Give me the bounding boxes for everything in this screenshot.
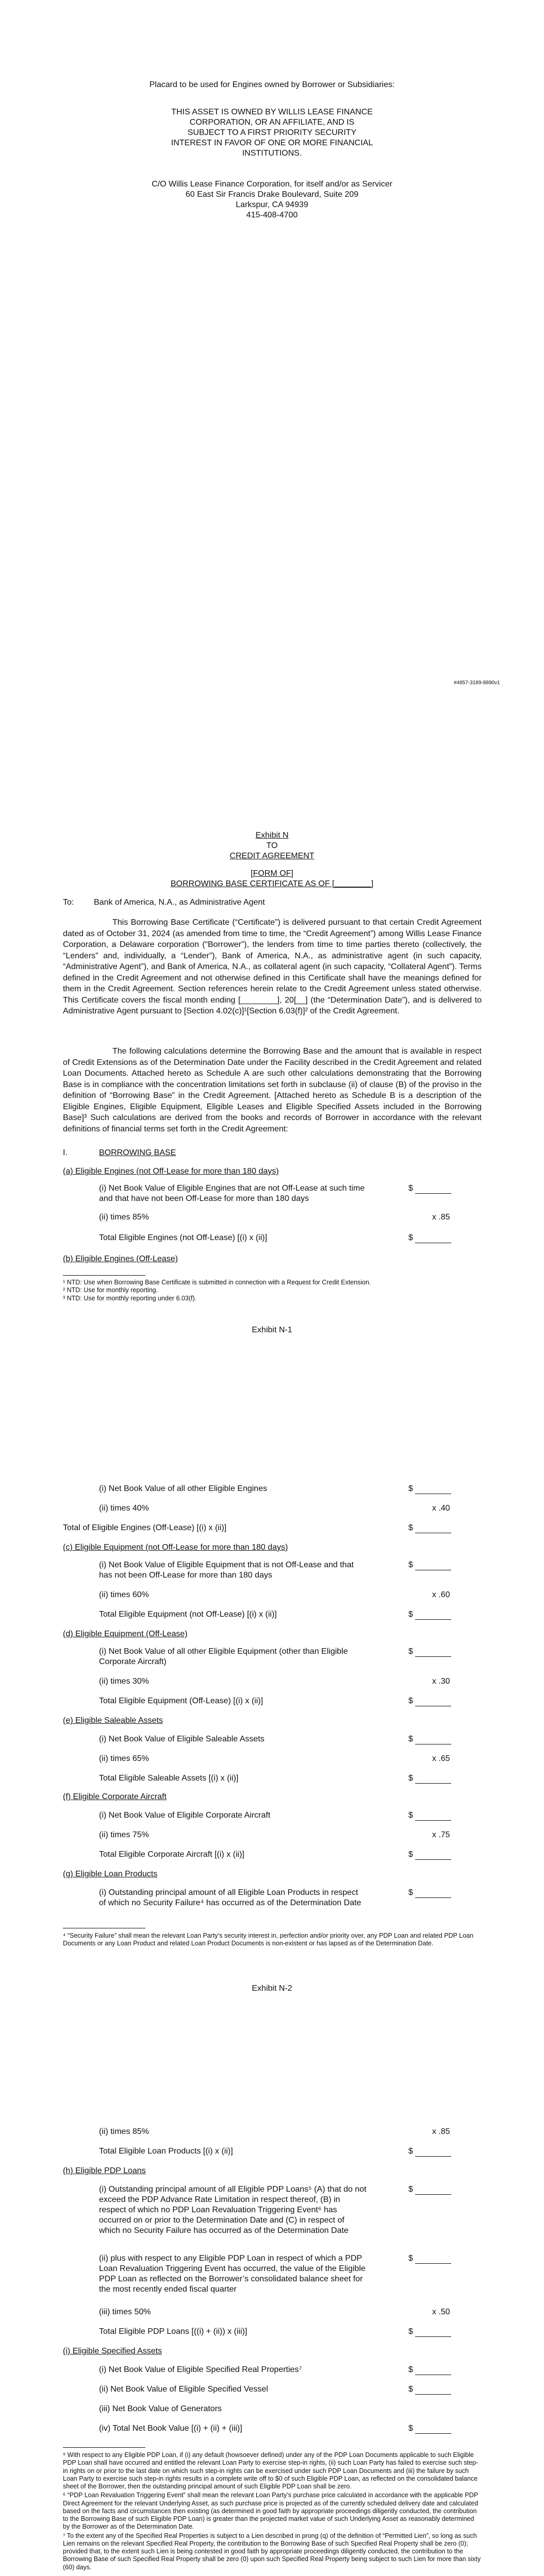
row-a-ii: (ii) times 85% [99,1213,149,1222]
row-f-ii: (ii) times 75% [99,1831,149,1839]
footnote-divider [63,1275,145,1276]
row-h-i: (i) Outstanding principal amount of all Eligible PDP Loans⁵ (A) that do not exceed the PDP Advance Rate Limitation in respect thereof, (B) in respect of which no PDP Loan Revaluation Triggering Event⁶ has occurred on or prior to the Determination Date and (C) in respect of which no Security Failure has occurred as of the Determination Date [99,2185,367,2235]
exhibit-header [0,831,544,889]
row-g-total: Total Eligible Loan Products [(i) x (ii)] [99,2147,233,2156]
multiplier: x .75 [432,1831,450,1839]
doc-id: #4857-3189-8890v1 [454,680,500,686]
multiplier: x .85 [432,2127,450,2136]
row-h-ii: (ii) plus with respect to any Eligible PDP Loan in respect of which a PDP Loan Revaluation Triggering Event has occurred, the value of the Eligible PDP Loan as reflected on the Borrower’s consolidated balance sheet for the most recently ended fiscal quarter [99,2254,366,2294]
dollar-sign: $ [408,1735,413,1743]
exhibit-to: TO [266,841,278,850]
row-f-i: (i) Net Book Value of Eligible Corporate Aircraft [99,1811,271,1820]
amount-field [408,2424,451,2434]
row-d-total: Total Eligible Equipment (Off-Lease) [(i) x (ii)] [99,1697,263,1705]
row-i-ii: (ii) Net Book Value of Eligible Specified Vessel [99,2385,268,2394]
row-c-total: Total Eligible Equipment (not Off-Lease) [(i) x (ii)] [99,1610,277,1619]
amount-field [408,1850,451,1860]
row-f-total: Total Eligible Corporate Aircraft [(i) x (ii)] [99,1850,244,1859]
amount-field [408,2327,451,2337]
row-a-i: (i) Net Book Value of Eligible Engines that are not Off-Lease at such time and that have not been Off-Lease for more than 180 days [99,1184,365,1203]
amount-field [408,1734,451,1744]
section-a-title: (a) Eligible Engines (not Off-Lease for more than 180 days) [63,1167,279,1176]
footnote: ⁴ “Security Failure” shall mean the relevant Loan Party’s security interest in, perfection and/or priority over, any PDP Loan and related PDP Loan Documents or any Loan Product and related Loan Product Documents is non-existent or has lapsed as of the Determination Date. [63,1932,474,1947]
agreement-title: CREDIT AGREEMENT [229,852,315,860]
dollar-sign: $ [408,2365,413,2374]
dollar-sign: $ [408,1561,413,1569]
placard-intro: Placard to be used for Engines owned by Borrower or Subsidiaries: [149,80,395,89]
intro-paragraph-1: This Borrowing Base Certificate (“Certificate”) is delivered pursuant to that certain Credit Agreement dated as of October 31, 2024 (as amended from time to time, the “Credit Agreement”) among Willis Lease Finance Corporation, a Delaware corporation (“Borrower”), the lenders from time to time parties thereto (collectively, the “Lenders” and, individually, a “Lender”), Bank of America, N.A., as administrative agent (in such capacity, “Administrative Agent”), and Bank of America, N.A., as collateral agent (in such capacity, “Collateral Agent”). Terms defined in the Credit Agreement and not otherwise defined in this Certificate shall have the meanings defined for them in the Credit Agreement. Section references herein relate to the Credit Agreement unless stated otherwise. This Certificate covers the fiscal month ending [________], 20[__] (the “Determination Date”), and is delivered to Administrative Agent pursuant to [Section 4.02(c)]¹[Section 6.03(f)]² of the Credit Agreement. [63,918,482,1015]
dollar-sign: $ [408,1811,413,1820]
section-b-title: (b) Eligible Engines (Off-Lease) [63,1255,178,1263]
exhibit-title: Exhibit N [255,831,289,840]
placard-asset-line: SUBJECT TO A FIRST PRIORITY SECURITY [187,128,357,137]
certificate-title: BORROWING BASE CERTIFICATE AS OF [________] [170,879,374,888]
multiplier: x .65 [432,1754,450,1763]
placard-asset-line: INSTITUTIONS. [242,149,302,158]
dollar-sign: $ [408,1697,413,1705]
footnote: ² NTD: Use for monthly reporting. [63,1286,158,1294]
address-line: 60 East Sir Francis Drake Boulevard, Suite 209 [185,190,359,199]
row-c-i: (i) Net Book Value of Eligible Equipment that is not Off-Lease and that has not been Off-Lease for more than 180 days [99,1561,354,1580]
to-value: Bank of America, N.A., as Administrative Agent [94,898,265,907]
amount-field [408,2184,451,2195]
placard-address [0,179,544,221]
placard-asset-text [0,107,544,159]
section-h-title: (h) Eligible PDP Loans [63,2166,146,2175]
section-g-title: (g) Eligible Loan Products [63,1870,158,1878]
amount-field [408,2146,451,2157]
row-b-total: Total of Eligible Engines (Off-Lease) [(i) x (ii)] [63,1523,227,1532]
dollar-sign: $ [408,1850,413,1859]
amount-field [408,1609,451,1620]
footnote: ³ NTD: Use for monthly reporting under 6.03(f). [63,1294,197,1302]
multiplier: x .60 [432,1590,450,1599]
row-h-iii: (iii) times 50% [99,2308,151,2316]
address-line: Larkspur, CA 94939 [236,200,308,209]
amount-field [408,2253,451,2264]
section-i-title: (i) Eligible Specified Assets [63,2347,162,2355]
dollar-sign: $ [408,1233,413,1242]
footnote: ⁵ With respect to any Eligible PDP Loan, if (i) any default (howsoever defined) under any of the PDP Loan Documents applicable to such Eligible PDP Loan shall have occurred and entitled the relevant Loan Party to exercise step-in rights, (ii) such Loan Party has failed to exercise such step-in rights on or prior to the last date on which such step-in rights can be exercised under such PDP Loan Documents and (iii) the failure by such Loan Party to exercise such step-in rights results in a complete write off to $0 of such Eligible PDP Loan, as reflected on the consolidated balance sheet of the Borrower, then the outstanding principal amount of such Eligible PDP Loan shall be zero. [63,2451,479,2490]
multiplier: x .30 [432,1677,450,1686]
row-i-i: (i) Net Book Value of Eligible Specified Real Properties⁷ [99,2365,302,2374]
footnote: ⁷ To the extent any of the Specified Real Properties is subject to a Lien described in prong (q) of the definition of “Permitted Lien”, so long as such Lien remains on the relevant Specified Real Property, the contribution to the Borrowing Base of such Specified Real Property shall be zero (0); provided that, to the extent such Lien is being contested in good faith by appropriate proceedings diligently conducted, the contribution to the Borrowing Base of such Specified Real Property shall be zero (0) upon such Specified Real Property being subject to such Lien for more than sixty (60) days. [63,2532,481,2571]
footnote: ⁶ “PDP Loan Revaluation Triggering Event” shall mean the relevant Loan Party’s purchase price calculated in accordance with the applicable PDP Direct Agreement for the relevant Underlying Asset, as such purchase price is projected as of the currently scheduled delivery date and calculated based on the facts and circumstances then existing (as determined in good faith by appropriate proceedings diligently conducted, the contribution to the Borrowing Base of such Eligible PDP Loan) is greater than the projected market value of such Underlying Asset as reasonably determined by the Borrower as of the Determination Date. [63,2492,479,2531]
multiplier: x .50 [432,2308,450,2316]
to-label: To: [63,898,74,907]
amount-field [408,1696,451,1706]
row-h-total: Total Eligible PDP Loans [((i) + (ii)) x (iii)] [99,2327,248,2336]
dollar-sign: $ [408,1523,413,1532]
section-d-title: (d) Eligible Equipment (Off-Lease) [63,1630,188,1638]
row-g-i: (i) Outstanding principal amount of all Eligible Loan Products in respect of which no Security Failure⁴ has occurred as of the Determination Date [99,1888,361,1907]
multiplier: x .85 [432,1213,450,1222]
dollar-sign: $ [408,1888,413,1897]
amount-field [408,1810,451,1821]
section-e-title: (e) Eligible Saleable Assets [63,1716,163,1725]
amount-field [408,1523,451,1533]
row-d-ii: (ii) times 30% [99,1677,149,1686]
footnote-divider [63,2447,145,2448]
amount-field [408,1773,451,1784]
footnotes [63,2451,482,2571]
footnote: ¹ NTD: Use when Borrowing Base Certificate is submitted in connection with a Request for Credit Extension. [63,1279,371,1286]
page-label: Exhibit N-2 [252,1984,292,1993]
address-line: 415-408-4700 [246,211,298,219]
row-g-ii: (ii) times 85% [99,2127,149,2136]
dollar-sign: $ [408,1484,413,1493]
row-i-iv: (iv) Total Net Book Value [(i) + (ii) + (iii)] [99,2424,242,2433]
dollar-sign: $ [408,1184,413,1193]
row-a-total: Total Eligible Engines (not Off-Lease) [(i) x (ii)] [99,1233,268,1242]
section-title: BORROWING BASE [99,1148,176,1157]
dollar-sign: $ [408,2385,413,2394]
dollar-sign: $ [408,1647,413,1656]
row-e-total: Total Eligible Saleable Assets [(i) x (ii)] [99,1774,239,1783]
dollar-sign: $ [408,2424,413,2433]
placard-asset-line: THIS ASSET IS OWNED BY WILLIS LEASE FINANCE [171,108,373,116]
dollar-sign: $ [408,1610,413,1619]
row-e-ii: (ii) times 65% [99,1754,149,1763]
form-of: [FORM OF] [251,869,293,878]
multiplier: x .40 [432,1504,450,1513]
dollar-sign: $ [408,2185,413,2194]
row-b-i: (i) Net Book Value of all other Eligible Engines [99,1484,268,1493]
dollar-sign: $ [408,2327,413,2336]
amount-field [408,1183,451,1194]
amount-field [408,1647,451,1657]
amount-field [408,1560,451,1570]
section-c-title: (c) Eligible Equipment (not Off-Lease for more than 180 days) [63,1543,288,1552]
row-d-i: (i) Net Book Value of all other Eligible Equipment (other than Eligible Corporate Aircraft) [99,1647,348,1666]
section-f-title: (f) Eligible Corporate Aircraft [63,1792,167,1801]
page-label: Exhibit N-1 [252,1326,292,1334]
amount-field [408,2384,451,2395]
amount-field [408,1888,451,1898]
amount-field [408,1233,451,1243]
section-number: I. [63,1148,68,1157]
amount-field [408,1484,451,1494]
dollar-sign: $ [408,1774,413,1783]
footnotes [63,1279,482,1302]
row-i-iii: (iii) Net Book Value of Generators [99,2404,222,2413]
row-e-i: (i) Net Book Value of Eligible Saleable Assets [99,1735,265,1743]
amount-field [408,2365,451,2375]
address-line: C/O Willis Lease Finance Corporation, for itself and/or as Servicer [152,180,392,189]
dollar-sign: $ [408,2147,413,2156]
placard-asset-line: INTEREST IN FAVOR OF ONE OR MORE FINANCIAL [171,139,373,147]
placard-asset-line: CORPORATION, OR AN AFFILIATE, AND IS [189,118,355,127]
row-b-ii: (ii) times 40% [99,1504,149,1513]
row-c-ii: (ii) times 60% [99,1590,149,1599]
intro-paragraph-2: The following calculations determine the Borrowing Base and the amount that is available in respect of Credit Extensions as of the Determination Date under the Facility described in the Credit Agreement and related Loan Documents. Attached hereto as Schedule A are such other calculations demonstrating that the Borrowing Base is in compliance with the concentration limitations set forth in subclause (ii) of clause (B) of the proviso in the definition of “Borrowing Base” in the Credit Agreement. [Attached hereto as Schedule B is a description of the Eligible Engines, Eligible Equipment, Eligible Leases and Eligible Specified Assets included in the Borrowing Base]³ Such calculations are derived from the books and records of Borrower in accordance with the relevant definitions of financial terms set forth in the Credit Agreement: [63,1047,482,1133]
dollar-sign: $ [408,2254,413,2263]
